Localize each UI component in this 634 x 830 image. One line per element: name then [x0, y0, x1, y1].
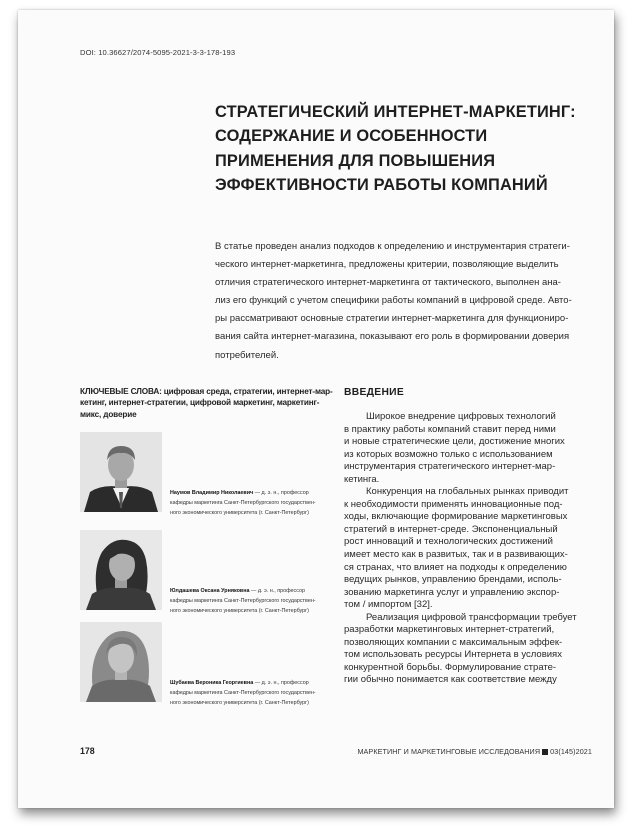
text-line: инструментария стратегического интернет-мар- — [344, 461, 556, 473]
keywords-line: микс, доверие — [80, 409, 137, 419]
author-name: Наумов Владимир Николаевич — [170, 490, 254, 496]
article-title — [215, 100, 595, 197]
title-line: СОДЕРЖАНИЕ И ОСОБЕННОСТИ — [215, 127, 488, 146]
page-number: 178 — [80, 746, 95, 756]
title-line: СТРАТЕГИЧЕСКИЙ ИНТЕРНЕТ-МАРКЕТИНГ: — [215, 103, 576, 121]
text-line: конкурентной борьбы. Формулирование страте- — [344, 661, 557, 673]
text-line: стратегий в интернет-среде. Экспоненциальный — [344, 523, 558, 535]
abstract-line: В статье проведен анализ подходов к определению и инструментария стратеги- — [215, 241, 570, 252]
author-affiliation: ного экономического университета (г. Санкт-Петербург) — [170, 608, 309, 614]
text-line: кетинга. — [344, 473, 380, 485]
abstract-line: ры рассматривают основные стратегии интернет-маркетинга для функциониро- — [215, 313, 569, 325]
author-affiliation: кафедры маркетинга Санкт-Петербургского государствен- — [170, 690, 316, 696]
journal-issue: 03(145)2021 — [550, 747, 592, 756]
text-line: разработки маркетинговых интернет-стратегий, — [344, 624, 555, 636]
text-line: и новые стратегические цели, достижение многих — [344, 436, 565, 448]
abstract-line: вания сайта интернет-магазина, показывают его роль в формировании доверия — [215, 331, 570, 343]
abstract-line: лиз его функций с учетом специфики работы компаний в цифровой среде. Авто- — [215, 295, 572, 307]
doi: DOI: 10.36627/2074-5095-2021-3-3-178-193 — [80, 48, 236, 57]
text-line: том использовать ресурсы Интернета в условиях — [344, 649, 562, 661]
intro-text — [344, 411, 591, 687]
keywords-line: КЛЮЧЕВЫЕ СЛОВА: цифровая среда, стратегии, интернет-мар- — [80, 387, 333, 396]
author-card — [80, 530, 350, 622]
author-info — [170, 488, 345, 518]
text-line: позволяющих компании с максимальным эффек- — [344, 636, 563, 648]
text-line: из которых возможно только с использованием — [344, 448, 553, 460]
author-card — [80, 432, 350, 524]
text-line: ведущих рынков, управлению брендами, исполь- — [344, 574, 562, 586]
abstract-line: ческого интернет-маркетинга, предложены критерии, позволяющие выделить — [215, 259, 559, 271]
author-affiliation: кафедры маркетинга Санкт-Петербургского государствен- — [170, 598, 316, 604]
abstract — [215, 238, 598, 365]
journal-page — [18, 10, 614, 808]
text-line: Конкуренция на глобальных рынках приводит — [366, 486, 569, 498]
square-separator-icon — [542, 749, 548, 755]
text-line: в практику работы компаний ставит перед ними — [344, 423, 556, 435]
author-degree: — д. э. н., профессор — [253, 490, 309, 496]
title-line: ЭФФЕКТИВНОСТИ РАБОТЫ КОМПАНИЙ — [215, 175, 548, 194]
paragraph — [344, 612, 591, 687]
author-affiliation: ного экономического университета (г. Санкт-Петербург) — [170, 510, 309, 516]
text-line: Реализация цифровой трансформации требует — [366, 611, 577, 623]
text-line: том / импортом [32]. — [344, 599, 433, 611]
text-line: рост инноваций и технологических достижений — [344, 536, 553, 548]
text-line: Широкое внедрение цифровых технологий — [366, 411, 556, 422]
paragraph — [344, 411, 591, 486]
keywords-line: кетинг, интернет-стратегии, цифровой маркетинг, маркетинг- — [80, 398, 320, 408]
author-card — [80, 622, 350, 714]
text-line: имеет место как в развитых, так и в развивающих- — [344, 549, 568, 561]
text-line: к необходимости применять инновационные под- — [344, 498, 563, 510]
author-photo — [80, 530, 162, 610]
author-info — [170, 586, 345, 616]
text-line: ходы, включающие формирование маркетинговых — [344, 511, 568, 523]
title-line: ПРИМЕНЕНИЯ ДЛЯ ПОВЫШЕНИЯ — [215, 151, 496, 170]
author-affiliation: кафедры маркетинга Санкт-Петербургского государствен- — [170, 500, 316, 506]
journal-footer — [357, 747, 592, 756]
journal-name: МАРКЕТИНГ И МАРКЕТИНГОВЫЕ ИССЛЕДОВАНИЯ — [357, 747, 541, 756]
text-line: зованию маркетинга услуг и управлению экспор- — [344, 586, 560, 598]
author-degree: — д. э. н., профессор — [253, 680, 309, 686]
author-info — [170, 678, 345, 708]
author-photo — [80, 622, 162, 702]
keywords — [80, 386, 342, 420]
author-name: Юлдашева Оксана Урняковна — [170, 588, 250, 594]
text-line: гии обычно понимается как соответствие между — [344, 674, 557, 686]
section-title: ВВЕДЕНИЕ — [344, 387, 405, 398]
author-affiliation: ного экономического университета (г. Санкт-Петербург) — [170, 700, 309, 706]
abstract-line: потребителей. — [215, 349, 279, 361]
paragraph — [344, 486, 591, 611]
author-degree: — д. э. н., профессор — [249, 588, 306, 594]
author-name: Шубаева Вероника Георгиевна — [170, 680, 254, 686]
text-line: ся странах, что влияет на подходы к определению — [344, 561, 567, 573]
author-photo — [80, 432, 162, 512]
abstract-line: отличия стратегического интернет-маркетинга от тактического, выполнен ана- — [215, 277, 561, 289]
